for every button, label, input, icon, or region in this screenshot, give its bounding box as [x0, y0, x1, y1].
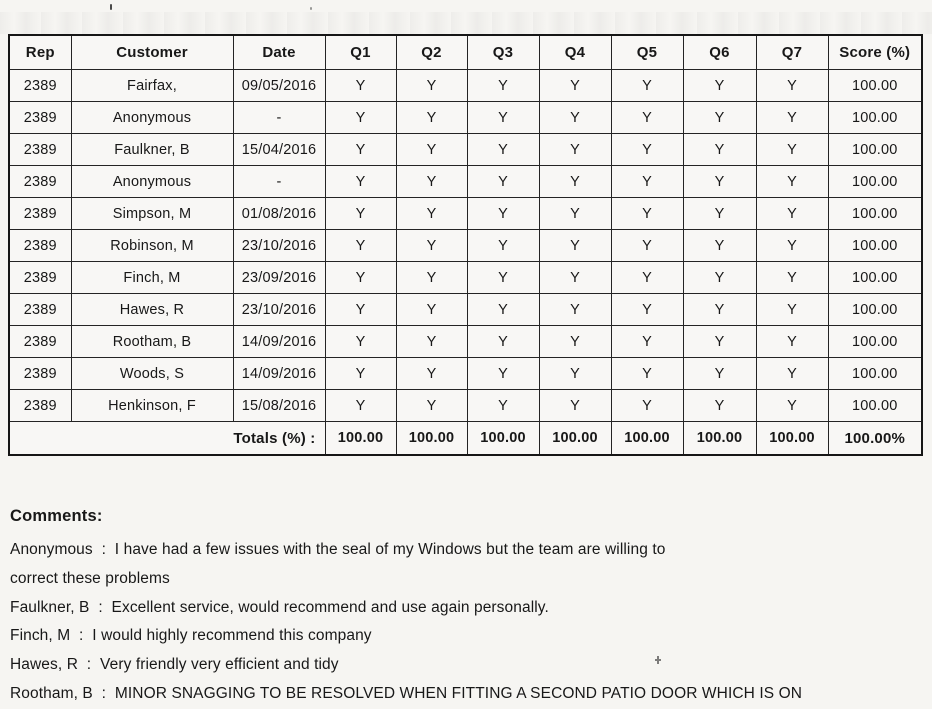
column-header-date: Date — [233, 35, 325, 70]
cell-q3: Y — [467, 166, 539, 198]
totals-q7: 100.00 — [756, 422, 828, 456]
column-header-q3: Q3 — [467, 35, 539, 70]
cell-q3: Y — [467, 358, 539, 390]
cell-rep: 2389 — [9, 134, 71, 166]
cell-rep: 2389 — [9, 70, 71, 102]
cell-q7: Y — [756, 390, 828, 422]
cell-date: - — [233, 166, 325, 198]
cell-q6: Y — [683, 102, 756, 134]
cell-customer: Henkinson, F — [71, 390, 233, 422]
cell-q4: Y — [539, 166, 611, 198]
cell-q4: Y — [539, 262, 611, 294]
cell-q1: Y — [325, 262, 396, 294]
cell-q3: Y — [467, 134, 539, 166]
cell-q1: Y — [325, 294, 396, 326]
cell-q6: Y — [683, 70, 756, 102]
table-row — [9, 102, 922, 134]
cell-rep: 2389 — [9, 262, 71, 294]
totals-q5: 100.00 — [611, 422, 683, 456]
table-row — [9, 230, 922, 262]
cell-q6: Y — [683, 262, 756, 294]
cell-customer: Anonymous — [71, 166, 233, 198]
cell-score: 100.00 — [828, 70, 922, 102]
cell-q3: Y — [467, 326, 539, 358]
cell-customer: Finch, M — [71, 262, 233, 294]
cell-q1: Y — [325, 390, 396, 422]
cell-q7: Y — [756, 358, 828, 390]
cell-score: 100.00 — [828, 390, 922, 422]
column-header-customer: Customer — [71, 35, 233, 70]
cell-date: 23/09/2016 — [233, 262, 325, 294]
cell-q7: Y — [756, 166, 828, 198]
cell-date: 15/08/2016 — [233, 390, 325, 422]
cell-q5: Y — [611, 230, 683, 262]
cell-q1: Y — [325, 326, 396, 358]
survey-results-table — [8, 34, 923, 456]
cell-q7: Y — [756, 262, 828, 294]
cell-q3: Y — [467, 262, 539, 294]
totals-score: 100.00% — [828, 422, 922, 456]
cell-q5: Y — [611, 102, 683, 134]
table-row — [9, 70, 922, 102]
cell-date: 14/09/2016 — [233, 358, 325, 390]
cell-q6: Y — [683, 326, 756, 358]
comment-line: correct these problems — [10, 569, 170, 587]
cell-date: 23/10/2016 — [233, 294, 325, 326]
column-header-q7: Q7 — [756, 35, 828, 70]
cell-customer: Woods, S — [71, 358, 233, 390]
cell-q1: Y — [325, 102, 396, 134]
cell-q4: Y — [539, 358, 611, 390]
column-header-q5: Q5 — [611, 35, 683, 70]
table-row — [9, 166, 922, 198]
cell-q4: Y — [539, 102, 611, 134]
cell-q3: Y — [467, 390, 539, 422]
comments-title: Comments: — [10, 507, 103, 525]
cell-score: 100.00 — [828, 166, 922, 198]
totals-q2: 100.00 — [396, 422, 467, 456]
cell-q1: Y — [325, 70, 396, 102]
cell-customer: Fairfax, — [71, 70, 233, 102]
table-row — [9, 262, 922, 294]
totals-q4: 100.00 — [539, 422, 611, 456]
cell-q7: Y — [756, 70, 828, 102]
comment-line: Faulkner, B : Excellent service, would recommend and use again personally. — [10, 598, 549, 616]
cell-date: 23/10/2016 — [233, 230, 325, 262]
cell-q1: Y — [325, 134, 396, 166]
comment-lines — [10, 536, 922, 709]
comment-line: Rootham, B : MINOR SNAGGING TO BE RESOLVED WHEN FITTING A SECOND PATIO DOOR WHICH IS ON — [10, 684, 803, 702]
cell-rep: 2389 — [9, 294, 71, 326]
cell-rep: 2389 — [9, 102, 71, 134]
cell-q6: Y — [683, 294, 756, 326]
totals-label: Totals (%) : — [9, 422, 325, 456]
cell-q2: Y — [396, 294, 467, 326]
cell-rep: 2389 — [9, 358, 71, 390]
cell-q5: Y — [611, 70, 683, 102]
cell-q4: Y — [539, 70, 611, 102]
cell-q5: Y — [611, 294, 683, 326]
cell-q5: Y — [611, 166, 683, 198]
cell-customer: Hawes, R — [71, 294, 233, 326]
cell-rep: 2389 — [9, 390, 71, 422]
cell-q2: Y — [396, 358, 467, 390]
scan-speck — [310, 7, 312, 10]
cell-q6: Y — [683, 390, 756, 422]
table-row — [9, 294, 922, 326]
cell-customer: Robinson, M — [71, 230, 233, 262]
cell-q2: Y — [396, 262, 467, 294]
totals-q6: 100.00 — [683, 422, 756, 456]
comments-section — [10, 506, 922, 709]
cell-rep: 2389 — [9, 198, 71, 230]
cell-date: 01/08/2016 — [233, 198, 325, 230]
cell-q3: Y — [467, 198, 539, 230]
cell-q4: Y — [539, 230, 611, 262]
comment-line: Anonymous : I have had a few issues with the seal of my Windows but the team are willing to — [10, 541, 666, 558]
table-row — [9, 326, 922, 358]
cell-q2: Y — [396, 102, 467, 134]
cell-score: 100.00 — [828, 294, 922, 326]
cell-q6: Y — [683, 198, 756, 230]
cell-score: 100.00 — [828, 262, 922, 294]
table-row — [9, 134, 922, 166]
table-row — [9, 358, 922, 390]
table-row — [9, 198, 922, 230]
cell-q1: Y — [325, 230, 396, 262]
column-header-q6: Q6 — [683, 35, 756, 70]
cell-q6: Y — [683, 358, 756, 390]
cell-rep: 2389 — [9, 326, 71, 358]
cell-date: 09/05/2016 — [233, 70, 325, 102]
cell-q2: Y — [396, 198, 467, 230]
cell-q5: Y — [611, 358, 683, 390]
cell-q2: Y — [396, 166, 467, 198]
table-row — [9, 390, 922, 422]
cell-q2: Y — [396, 134, 467, 166]
cell-q2: Y — [396, 230, 467, 262]
scan-speck — [110, 4, 112, 10]
totals-row — [9, 422, 922, 456]
cell-q2: Y — [396, 326, 467, 358]
cell-q3: Y — [467, 230, 539, 262]
cell-score: 100.00 — [828, 358, 922, 390]
cell-q3: Y — [467, 294, 539, 326]
cell-customer: Rootham, B — [71, 326, 233, 358]
cell-q4: Y — [539, 198, 611, 230]
cell-q4: Y — [539, 294, 611, 326]
cell-score: 100.00 — [828, 198, 922, 230]
column-header-score: Score (%) — [828, 35, 922, 70]
cell-q2: Y — [396, 70, 467, 102]
column-header-q2: Q2 — [396, 35, 467, 70]
cell-score: 100.00 — [828, 326, 922, 358]
cell-q5: Y — [611, 134, 683, 166]
column-header-q1: Q1 — [325, 35, 396, 70]
cell-q1: Y — [325, 198, 396, 230]
cell-date: - — [233, 102, 325, 134]
cell-score: 100.00 — [828, 134, 922, 166]
cell-customer: Faulkner, B — [71, 134, 233, 166]
column-header-q4: Q4 — [539, 35, 611, 70]
cell-q6: Y — [683, 134, 756, 166]
cell-q3: Y — [467, 102, 539, 134]
totals-q1: 100.00 — [325, 422, 396, 456]
cell-q2: Y — [396, 390, 467, 422]
cell-customer: Anonymous — [71, 102, 233, 134]
cell-q7: Y — [756, 198, 828, 230]
cell-q1: Y — [325, 166, 396, 198]
cell-q7: Y — [756, 326, 828, 358]
cell-customer: Simpson, M — [71, 198, 233, 230]
cell-q4: Y — [539, 326, 611, 358]
cell-q6: Y — [683, 166, 756, 198]
table-header-row — [9, 35, 922, 70]
cell-q5: Y — [611, 262, 683, 294]
cell-q5: Y — [611, 326, 683, 358]
comment-line: Finch, M : I would highly recommend this company — [10, 627, 372, 645]
totals-q3: 100.00 — [467, 422, 539, 456]
cell-date: 15/04/2016 — [233, 134, 325, 166]
cell-score: 100.00 — [828, 230, 922, 262]
cell-q6: Y — [683, 230, 756, 262]
cell-q5: Y — [611, 390, 683, 422]
cell-q7: Y — [756, 294, 828, 326]
cell-q7: Y — [756, 134, 828, 166]
cell-q7: Y — [756, 230, 828, 262]
cell-q3: Y — [467, 70, 539, 102]
cell-date: 14/09/2016 — [233, 326, 325, 358]
comment-line: Hawes, R : Very friendly very efficient and tidy — [10, 656, 339, 674]
cell-rep: 2389 — [9, 166, 71, 198]
cell-q7: Y — [756, 102, 828, 134]
column-header-rep: Rep — [9, 35, 71, 70]
scan-noise-band — [0, 12, 932, 34]
table-header — [9, 35, 922, 70]
cell-q1: Y — [325, 358, 396, 390]
cell-score: 100.00 — [828, 102, 922, 134]
cell-rep: 2389 — [9, 230, 71, 262]
cell-q4: Y — [539, 134, 611, 166]
cell-q4: Y — [539, 390, 611, 422]
cell-q5: Y — [611, 198, 683, 230]
